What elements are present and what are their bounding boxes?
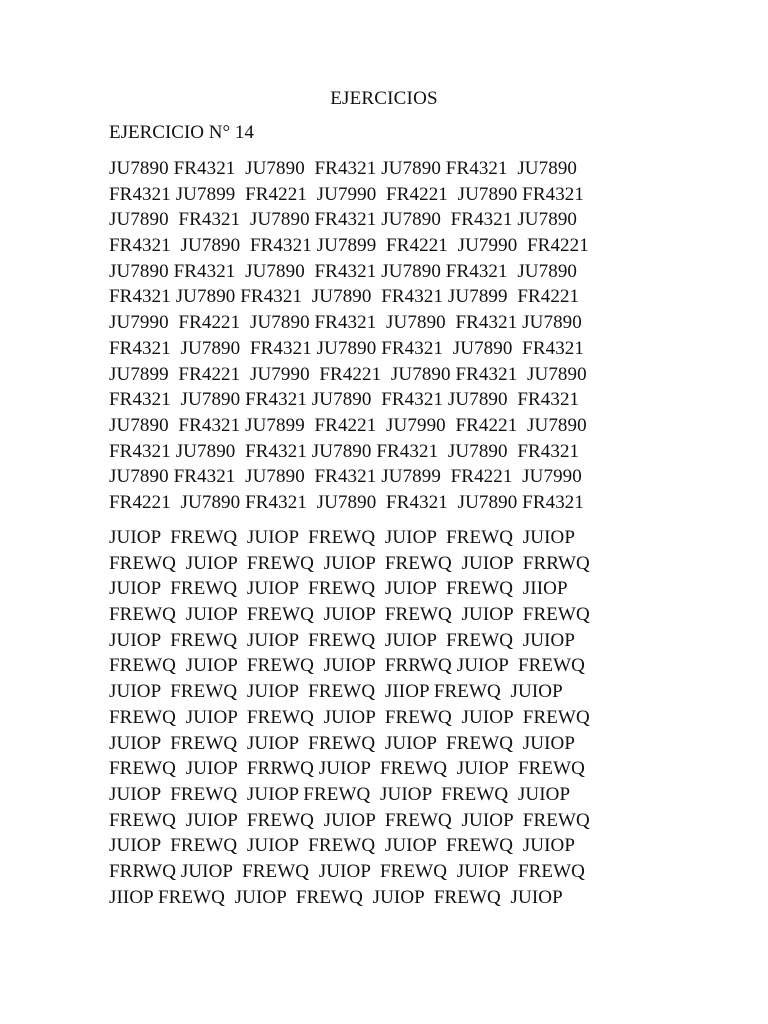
- code-line: JU7890 FR4321 JU7890 FR4321 JU7890 FR4321 JU7890: [109, 158, 578, 179]
- code-line: JU7890 FR4321 JU7890 FR4321 JU7890 FR4321 JU7890: [109, 209, 578, 231]
- code-line: JU7890 FR4321 JU7899 FR4221 JU7990 FR4221 JU7890: [109, 414, 587, 436]
- code-line: FR4321 JU7890 FR4321 JU7890 FR4321 JU7890 FR4321: [109, 337, 585, 359]
- word-line: JUIOP FREWQ JUIOP FREWQ JUIOP FREWQ JUIOP: [109, 527, 576, 548]
- code-lines-block: [109, 156, 669, 516]
- code-line: FR4221 JU7890 FR4321 JU7890 FR4321 JU7890 FR4321: [109, 491, 585, 513]
- word-line: FRRWQ JUIOP FREWQ JUIOP FREWQ JUIOP FREWQ: [109, 860, 585, 882]
- code-line: JU7890 FR4321 JU7890 FR4321 JU7899 FR4221 JU7990: [109, 466, 582, 488]
- word-line: FREWQ JUIOP FREWQ JUIOP FREWQ JUIOP FREWQ: [109, 809, 590, 831]
- word-line: JUIOP FREWQ JUIOP FREWQ JIIOP FREWQ JUIOP: [109, 681, 563, 703]
- word-line: JIIOP FREWQ JUIOP FREWQ JUIOP FREWQ JUIOP: [109, 886, 563, 908]
- word-line: FREWQ JUIOP FREWQ JUIOP FREWQ JUIOP FREWQ: [109, 706, 590, 728]
- code-line: JU7899 FR4221 JU7990 FR4221 JU7890 FR4321 JU7890: [109, 363, 587, 385]
- word-lines-block: [109, 525, 669, 910]
- code-line: FR4321 JU7899 FR4221 JU7990 FR4221 JU7890 FR4321: [109, 183, 585, 205]
- word-line: JUIOP FREWQ JUIOP FREWQ JUIOP FREWQ JIIOP: [109, 578, 568, 600]
- word-line: JUIOP FREWQ JUIOP FREWQ JUIOP FREWQ JUIOP: [109, 629, 576, 651]
- word-line: JUIOP FREWQ JUIOP FREWQ JUIOP FREWQ JUIOP: [109, 835, 576, 857]
- word-line: FREWQ JUIOP FREWQ JUIOP FRRWQ JUIOP FREWQ: [109, 655, 585, 677]
- word-line: FREWQ JUIOP FREWQ JUIOP FREWQ JUIOP FREWQ: [109, 604, 590, 626]
- exercise-heading: EJERCICIO N° 14: [109, 122, 254, 143]
- code-line: JU7890 FR4321 JU7890 FR4321 JU7890 FR4321 JU7890: [109, 260, 578, 282]
- code-line: FR4321 JU7890 FR4321 JU7899 FR4221 JU7990 FR4221: [109, 235, 589, 257]
- code-line: JU7990 FR4221 JU7890 FR4321 JU7890 FR4321 JU7890: [109, 312, 582, 334]
- page-title: EJERCICIOS: [330, 88, 438, 109]
- word-line: JUIOP FREWQ JUIOP FREWQ JUIOP FREWQ JUIOP: [109, 732, 576, 754]
- code-line: FR4321 JU7890 FR4321 JU7890 FR4321 JU7899 FR4221: [109, 286, 580, 308]
- word-line: FREWQ JUIOP FREWQ JUIOP FREWQ JUIOP FRRWQ: [109, 552, 590, 574]
- word-line: FREWQ JUIOP FRRWQ JUIOP FREWQ JUIOP FREWQ: [109, 758, 585, 780]
- code-line: FR4321 JU7890 FR4321 JU7890 FR4321 JU7890 FR4321: [109, 389, 580, 411]
- word-line: JUIOP FREWQ JUIOP FREWQ JUIOP FREWQ JUIOP: [109, 783, 571, 805]
- code-line: FR4321 JU7890 FR4321 JU7890 FR4321 JU7890 FR4321: [109, 440, 580, 462]
